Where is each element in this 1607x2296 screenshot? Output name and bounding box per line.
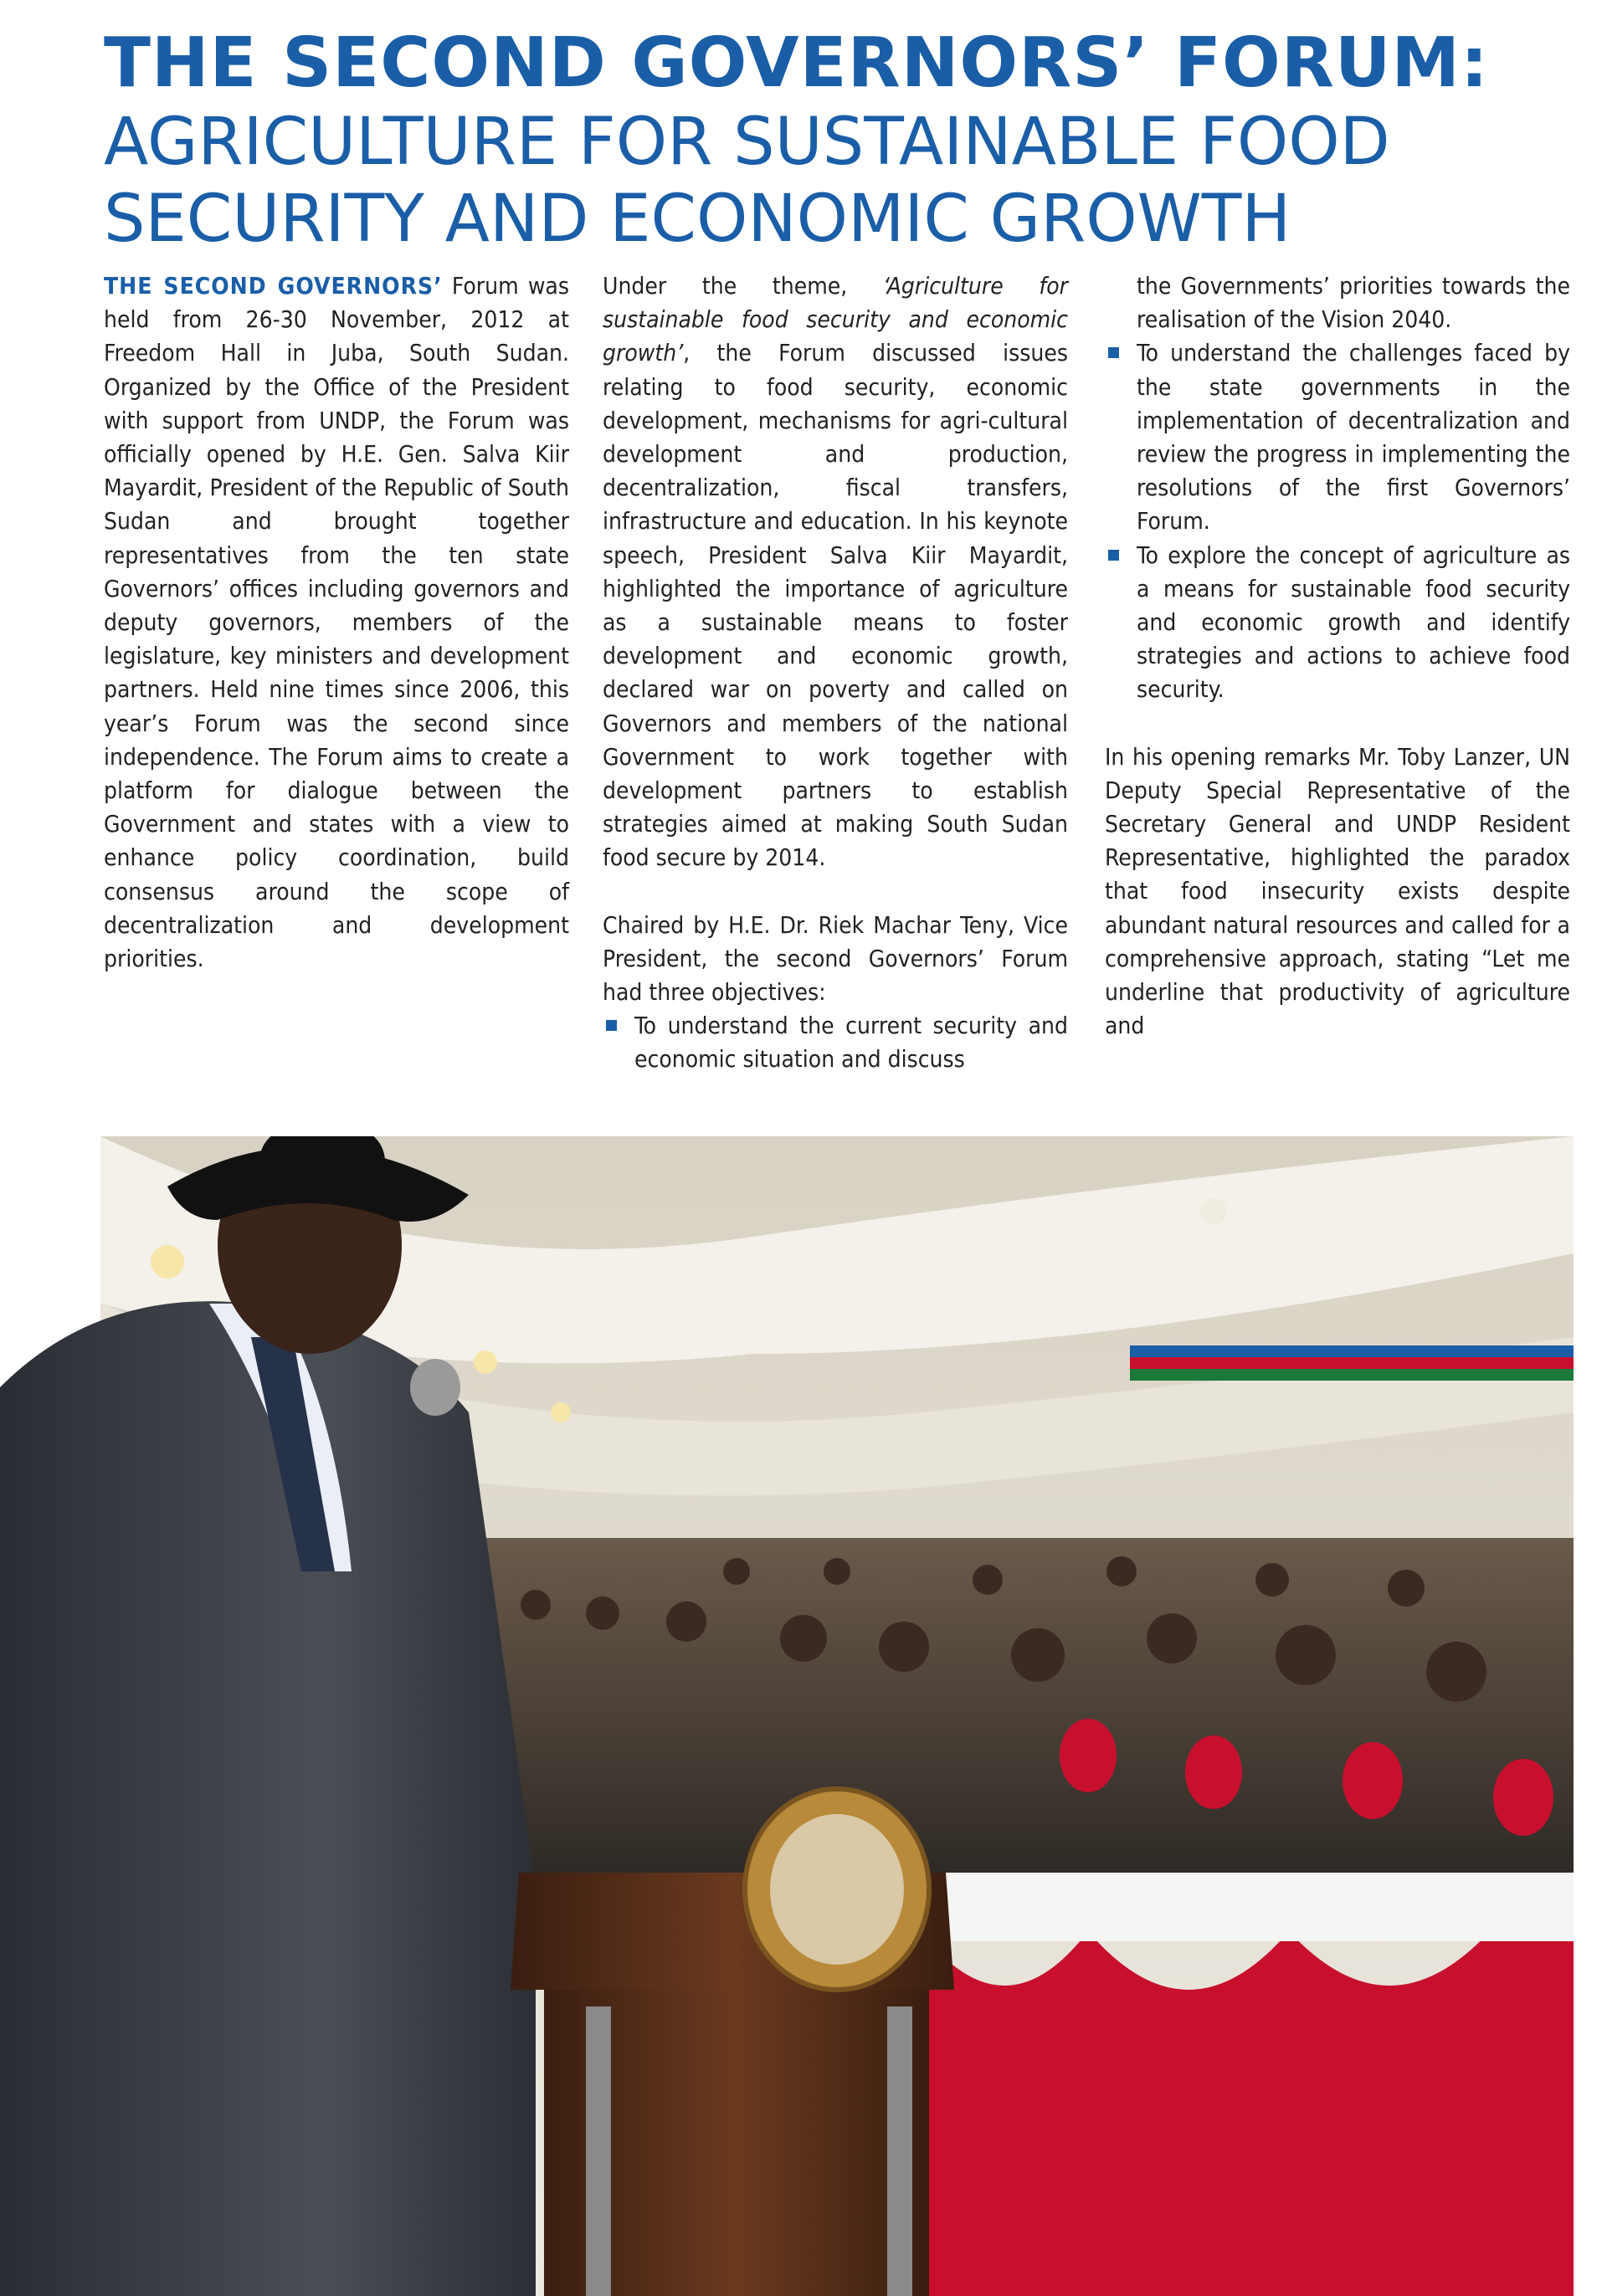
- objectives-intro: Chaired by H.E. Dr. Riek Machar Teny, Vice President, the second Governors’ Forum had three objectives:: [603, 910, 1068, 1007]
- article-column-2: [603, 269, 1068, 1077]
- objective-2: To understand the challenges faced by the state governments in the implementation of decentralization and review the progress in implementing the resolutions of the first Governors’ Forum.: [1105, 336, 1570, 538]
- headline-line-1: THE SECOND GOVERNORS’ FORUM:: [104, 23, 1489, 103]
- chandelier: [1200, 1198, 1227, 1225]
- chandelier: [151, 1245, 184, 1279]
- objective-1: To understand the current security and economic situation and discuss: [603, 1009, 1068, 1076]
- opening-remarks-paragraph: In his opening remarks Mr. Toby Lanzer, UN Deputy Special Representative of the Secretary General and UNDP Resident Representative, highlighted the paradox that food insecurity exists despite abundant natural resources and called for a comprehensive approach, stating “Let me underline that productivity of agriculture and: [1105, 742, 1570, 1040]
- article-column-1: [104, 269, 569, 976]
- headline: [104, 23, 1543, 258]
- intro-body: Forum was held from 26-30 November, 2012 at Freedom Hall in Juba, South Sudan. Organized by the Office of the President with support from UNDP, the Forum was officially opened by H.E. Gen. Salva Kiir Mayardit, President of the Republic of South Sudan and brought together representatives from the ten state Governors’ offices including governors and deputy governors, members of the legislature, key ministers and development partners. Held nine times since 2006, this year’s Forum was the second since independence. The Forum aims to create a platform for dialogue between the Government and states with a view to enhance policy coordination, build consensus around the scope of decentralization and development priorities.: [104, 272, 569, 973]
- theme-paragraph: [603, 269, 1068, 875]
- theme-prefix: Under the theme,: [603, 272, 883, 300]
- intro-paragraph: [104, 269, 569, 976]
- theme-quote: ‘Agriculture for sustainable food security and economic growth’: [603, 272, 1068, 367]
- microphone: [410, 1359, 460, 1416]
- theme-body: , the Forum discussed issues relating to food security, economic development, mechanisms for agri-cultural development and production, decentralization, fiscal transfers, infrastructure and education. In his keynote speech, President Salva Kiir Mayardit, highlighted the importance of agriculture as a sustainable means to foster development and economic growth, declared war on poverty and called on Governors and members of the national Government to work together with development partners to establish strategies aimed at making South Sudan food secure by 2014.: [603, 339, 1068, 872]
- forum-photo: [0, 1136, 1607, 2296]
- lead-in: THE SECOND GOVERNORS’: [104, 272, 443, 300]
- article-column-3: [1105, 269, 1570, 1043]
- objectives-list: [603, 1009, 1068, 1076]
- chandelier: [474, 1350, 497, 1374]
- chandelier: [551, 1402, 571, 1422]
- headline-line-2: AGRICULTURE FOR SUSTAINABLE FOOD: [104, 105, 1390, 180]
- objective-3: To explore the concept of agriculture as a means for sustainable food security and economic growth and identify strategies and actions to achieve food security.: [1105, 539, 1570, 707]
- objective-1-continued: the Governments’ priorities towards the realisation of the Vision 2040.: [1137, 272, 1570, 334]
- headline-line-3: SECURITY AND ECONOMIC GROWTH: [104, 182, 1291, 257]
- flag-bunting: [1130, 1345, 1574, 1381]
- objectives-list-continued: [1105, 336, 1570, 706]
